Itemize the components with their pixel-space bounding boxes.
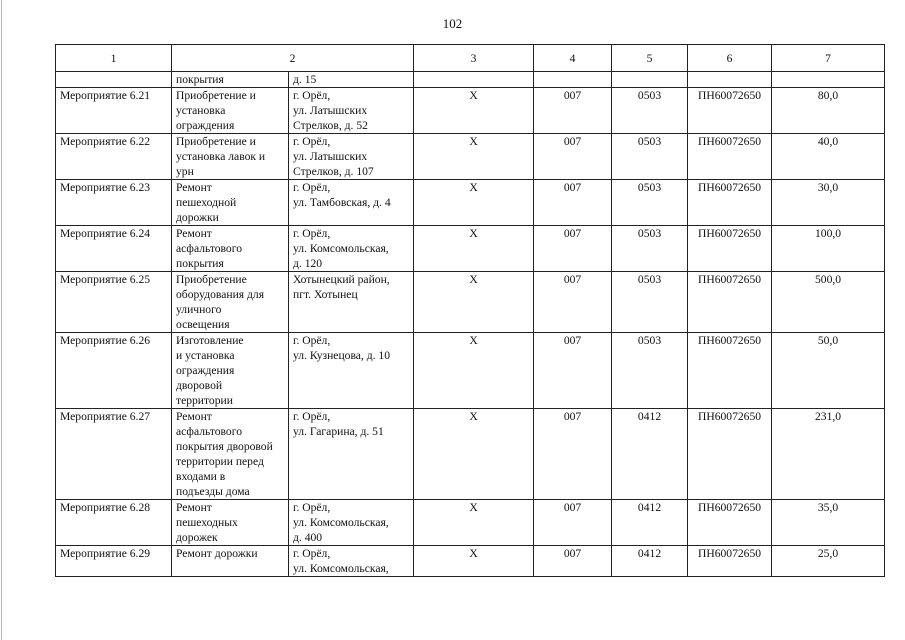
row-col7: 40,0 xyxy=(772,134,885,180)
table-row xyxy=(56,333,885,409)
row-id: Мероприятие 6.27 xyxy=(56,409,172,500)
row-col4: 007 xyxy=(534,409,612,500)
row-col3: Х xyxy=(414,409,534,500)
row-id: Мероприятие 6.24 xyxy=(56,226,172,272)
table-row xyxy=(56,272,885,333)
row-col4: 007 xyxy=(534,226,612,272)
row-col6: ПН60072650 xyxy=(688,272,772,333)
row-id: Мероприятие 6.22 xyxy=(56,134,172,180)
row-col4: 007 xyxy=(534,546,612,577)
row-col5: 0412 xyxy=(612,409,688,500)
row-address: г. Орёл, ул. Комсомольская, д. 400 xyxy=(289,500,414,546)
row-col5: 0503 xyxy=(612,88,688,134)
row-col3: Х xyxy=(414,180,534,226)
row-address: г. Орёл, ул. Кузнецова, д. 10 xyxy=(289,333,414,409)
row-name: Ремонт пешеходной дорожки xyxy=(172,180,289,226)
table-row xyxy=(56,88,885,134)
continuation-name: покрытия xyxy=(172,72,289,88)
continuation-row xyxy=(56,72,885,88)
row-col7: 500,0 xyxy=(772,272,885,333)
row-col4: 007 xyxy=(534,272,612,333)
row-col7: 231,0 xyxy=(772,409,885,500)
row-col7: 50,0 xyxy=(772,333,885,409)
row-id: Мероприятие 6.26 xyxy=(56,333,172,409)
row-col5: 0412 xyxy=(612,500,688,546)
row-address: г. Орёл, ул. Комсомольская, д. 120 xyxy=(289,226,414,272)
row-address: г. Орёл, ул. Комсомольская, xyxy=(289,546,414,577)
column-header-6: 6 xyxy=(688,45,772,72)
row-col5: 0503 xyxy=(612,180,688,226)
table-row xyxy=(56,500,885,546)
row-col4: 007 xyxy=(534,500,612,546)
row-col4: 007 xyxy=(534,88,612,134)
column-header-2: 2 xyxy=(172,45,414,72)
table-row xyxy=(56,546,885,577)
row-col6: ПН60072650 xyxy=(688,409,772,500)
budget-table xyxy=(55,44,885,577)
row-name: Ремонт асфальтового покрытия дворовой территории перед входами в подъезды дома xyxy=(172,409,289,500)
row-col6: ПН60072650 xyxy=(688,134,772,180)
header-row xyxy=(56,45,885,72)
column-header-7: 7 xyxy=(772,45,885,72)
row-col4: 007 xyxy=(534,134,612,180)
row-col7: 80,0 xyxy=(772,88,885,134)
row-col3: Х xyxy=(414,226,534,272)
row-col3: Х xyxy=(414,333,534,409)
row-id: Мероприятие 6.21 xyxy=(56,88,172,134)
table-row xyxy=(56,180,885,226)
row-col3: Х xyxy=(414,272,534,333)
column-header-1: 1 xyxy=(56,45,172,72)
row-col6: ПН60072650 xyxy=(688,88,772,134)
table-row xyxy=(56,409,885,500)
row-name: Приобретение оборудования для уличного освещения xyxy=(172,272,289,333)
row-name: Изготовление и установка ограждения дворовой территории xyxy=(172,333,289,409)
row-name: Ремонт дорожки xyxy=(172,546,289,577)
row-col7: 30,0 xyxy=(772,180,885,226)
row-address: г. Орёл, ул. Латышских Стрелков, д. 107 xyxy=(289,134,414,180)
row-address: г. Орёл, ул. Латышских Стрелков, д. 52 xyxy=(289,88,414,134)
table-row xyxy=(56,226,885,272)
row-col5: 0503 xyxy=(612,226,688,272)
row-address: Хотынецкий район, пгт. Хотынец xyxy=(289,272,414,333)
column-header-4: 4 xyxy=(534,45,612,72)
row-name: Ремонт пешеходных дорожек xyxy=(172,500,289,546)
page-number: 102 xyxy=(442,16,463,31)
row-col5: 0503 xyxy=(612,134,688,180)
row-col3: Х xyxy=(414,500,534,546)
row-col3: Х xyxy=(414,134,534,180)
row-col6: ПН60072650 xyxy=(688,500,772,546)
row-col4: 007 xyxy=(534,333,612,409)
row-col6: ПН60072650 xyxy=(688,180,772,226)
row-col5: 0503 xyxy=(612,333,688,409)
row-name: Ремонт асфальтового покрытия xyxy=(172,226,289,272)
row-name: Приобретение и установка лавок и урн xyxy=(172,134,289,180)
page-edge-line xyxy=(1,0,2,640)
row-col5: 0412 xyxy=(612,546,688,577)
row-col4: 007 xyxy=(534,180,612,226)
row-id: Мероприятие 6.29 xyxy=(56,546,172,577)
row-id: Мероприятие 6.23 xyxy=(56,180,172,226)
row-col3: Х xyxy=(414,546,534,577)
row-id: Мероприятие 6.28 xyxy=(56,500,172,546)
row-col6: ПН60072650 xyxy=(688,333,772,409)
column-header-3: 3 xyxy=(414,45,534,72)
row-col6: ПН60072650 xyxy=(688,546,772,577)
table-row xyxy=(56,134,885,180)
row-col6: ПН60072650 xyxy=(688,226,772,272)
row-col7: 100,0 xyxy=(772,226,885,272)
row-col5: 0503 xyxy=(612,272,688,333)
column-header-5: 5 xyxy=(612,45,688,72)
row-address: г. Орёл, ул. Гагарина, д. 51 xyxy=(289,409,414,500)
row-address: г. Орёл, ул. Тамбовская, д. 4 xyxy=(289,180,414,226)
continuation-address: д. 15 xyxy=(289,72,414,88)
row-col7: 25,0 xyxy=(772,546,885,577)
row-id: Мероприятие 6.25 xyxy=(56,272,172,333)
row-col7: 35,0 xyxy=(772,500,885,546)
row-col3: Х xyxy=(414,88,534,134)
row-name: Приобретение и установка ограждения xyxy=(172,88,289,134)
